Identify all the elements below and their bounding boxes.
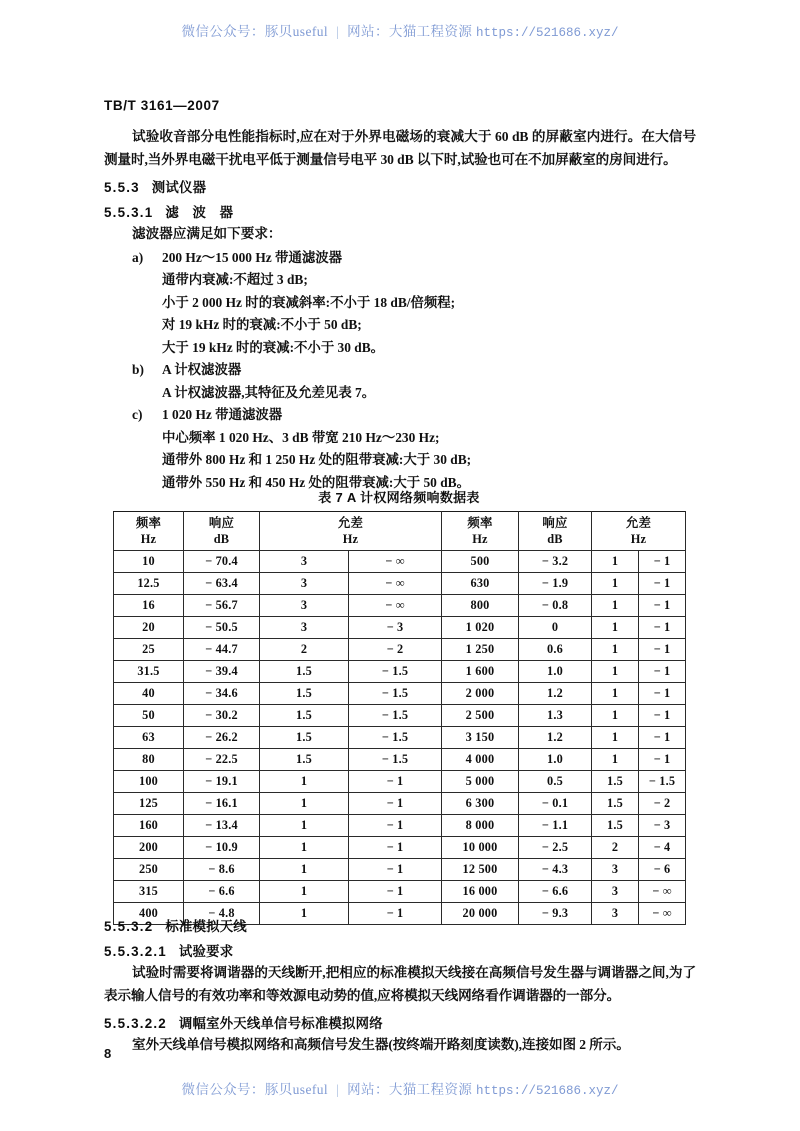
cell-tolerance-minus-left: − 1.5 [349,705,442,727]
cell-frequency-right: 4 000 [442,749,519,771]
cell-response-left: − 26.2 [184,727,260,749]
cell-tolerance-plus-right: 1 [592,551,639,573]
cell-tolerance-plus-left: 1 [260,815,349,837]
cell-tolerance-plus-left: 2 [260,639,349,661]
cell-tolerance-minus-right: − 3 [639,815,686,837]
cell-tolerance-plus-right: 3 [592,881,639,903]
cell-tolerance-plus-left: 1 [260,793,349,815]
cell-frequency-right: 10 000 [442,837,519,859]
clause-heading-5-5-3 [104,177,696,196]
cell-tolerance-minus-right: − 1 [639,705,686,727]
col-header-unit: Hz [630,532,647,546]
col-header-tolerance-left [260,512,442,551]
cell-tolerance-minus-right: − 6 [639,859,686,881]
table-row [114,793,686,815]
table-row [114,551,686,573]
table-7-container [113,487,685,925]
clause-number-5-5-3-1: 5.5.3.1 [104,205,154,220]
main-content-upper [104,126,696,494]
cell-tolerance-minus-left: − 1.5 [349,661,442,683]
cell-response-right: − 6.6 [519,881,592,903]
cell-frequency-left: 125 [114,793,184,815]
list-marker-b: b) [132,362,144,377]
cell-response-right: − 0.1 [519,793,592,815]
cell-response-left: − 63.4 [184,573,260,595]
clause-heading-5-5-3-1 [104,202,696,221]
list-item [104,404,696,494]
cell-tolerance-minus-left: − 1 [349,837,442,859]
cell-tolerance-plus-left: 1 [260,903,349,925]
cell-tolerance-minus-right: − 1 [639,727,686,749]
table-row [114,881,686,903]
cell-frequency-right: 1 250 [442,639,519,661]
cell-tolerance-plus-left: 1 [260,859,349,881]
col-header-label: 允差 [337,516,364,530]
list-item [104,359,696,404]
col-header-label: 允差 [625,516,652,530]
cell-frequency-right: 8 000 [442,815,519,837]
clause-heading-5-5-3-2-1 [104,941,696,960]
clause-number-5-5-3-2-1: 5.5.3.2.1 [104,944,167,959]
watermark-bottom [0,1078,800,1098]
cell-tolerance-plus-left: 1.5 [260,727,349,749]
cell-tolerance-plus-right: 1 [592,639,639,661]
cell-tolerance-plus-right: 1 [592,749,639,771]
list-item-detail: 小于 2 000 Hz 时的衰减斜率:不小于 18 dB/倍频程; [162,294,456,310]
cell-frequency-right: 1 020 [442,617,519,639]
col-header-unit: Hz [342,532,359,546]
paragraph-5-5-3-2-2: 室外天线单信号模拟网络和高频信号发生器(按终端开路刻度读数),连接如图 2 所示。 [132,1037,630,1052]
cell-frequency-left: 250 [114,859,184,881]
cell-response-right: 0 [519,617,592,639]
col-header-unit: dB [213,532,230,546]
table-7 [113,511,686,925]
cell-frequency-right: 6 300 [442,793,519,815]
cell-response-left: − 8.6 [184,859,260,881]
cell-frequency-right: 2 000 [442,683,519,705]
cell-tolerance-plus-left: 1.5 [260,683,349,705]
cell-tolerance-minus-right: − ∞ [639,903,686,925]
cell-tolerance-plus-right: 1.5 [592,771,639,793]
cell-tolerance-minus-right: − 1 [639,617,686,639]
watermark-wechat-label: 微信公众号：豚贝useful [181,24,329,39]
cell-frequency-right: 630 [442,573,519,595]
cell-response-left: − 19.1 [184,771,260,793]
watermark-top [0,20,800,40]
cell-frequency-right: 1 600 [442,661,519,683]
cell-tolerance-plus-right: 1 [592,661,639,683]
cell-response-right: − 4.3 [519,859,592,881]
main-content-lower [104,910,696,1058]
cell-frequency-right: 800 [442,595,519,617]
table-row [114,815,686,837]
cell-tolerance-plus-left: 1.5 [260,661,349,683]
cell-frequency-right: 20 000 [442,903,519,925]
watermark-wechat-label: 微信公众号：豚贝useful [181,1082,329,1097]
cell-response-right: 1.3 [519,705,592,727]
cell-tolerance-plus-right: 3 [592,903,639,925]
filter-requirements-list [104,247,696,495]
list-item [104,247,696,360]
table-row [114,859,686,881]
cell-response-right: − 1.9 [519,573,592,595]
cell-tolerance-plus-right: 2 [592,837,639,859]
clause-title-5-5-3-2-1: 试验要求 [178,944,234,959]
col-header-unit: Hz [140,532,157,546]
list-item-detail: 通带外 550 Hz 和 450 Hz 处的阻带衰减:大于 50 dB。 [162,474,470,490]
cell-tolerance-minus-right: − 4 [639,837,686,859]
table-row [114,837,686,859]
cell-tolerance-plus-right: 1.5 [592,815,639,837]
table-row [114,727,686,749]
clause-number-5-5-3-2: 5.5.3.2 [104,919,154,934]
list-item-heading-c: 1 020 Hz 带通滤波器 [162,407,283,422]
cell-tolerance-plus-right: 1 [592,683,639,705]
col-header-unit: Hz [472,532,488,546]
cell-response-left: − 50.5 [184,617,260,639]
cell-frequency-left: 40 [114,683,184,705]
cell-tolerance-plus-left: 1 [260,881,349,903]
cell-frequency-right: 5 000 [442,771,519,793]
list-item-detail: 通带内衰减:不超过 3 dB; [162,272,308,287]
cell-frequency-left: 315 [114,881,184,903]
watermark-url: https://521686.xyz/ [476,26,619,40]
list-item-detail: A 计权滤波器,其特征及允差见表 7。 [162,384,376,400]
list-item-detail: 通带外 800 Hz 和 1 250 Hz 处的阻带衰减:大于 30 dB; [162,452,472,467]
cell-frequency-left: 80 [114,749,184,771]
cell-tolerance-plus-right: 1.5 [592,793,639,815]
cell-tolerance-plus-right: 3 [592,859,639,881]
table-header-row [114,512,686,551]
watermark-url: https://521686.xyz/ [476,1084,619,1098]
cell-tolerance-minus-left: − 1 [349,859,442,881]
clause-title-5-5-3-2-2: 调幅室外天线单信号标准模拟网络 [178,1016,383,1031]
cell-tolerance-plus-right: 1 [592,727,639,749]
cell-frequency-left: 16 [114,595,184,617]
clause-number-5-5-3: 5.5.3 [104,180,140,195]
cell-tolerance-minus-right: − 1 [639,595,686,617]
cell-frequency-left: 12.5 [114,573,184,595]
table-row [114,749,686,771]
cell-tolerance-plus-left: 3 [260,573,349,595]
cell-response-left: − 4.8 [184,903,260,925]
cell-tolerance-minus-left: − 1.5 [349,727,442,749]
cell-response-left: − 10.9 [184,837,260,859]
cell-response-left: − 56.7 [184,595,260,617]
cell-response-right: − 3.2 [519,551,592,573]
cell-response-right: 1.2 [519,683,592,705]
cell-response-right: − 0.8 [519,595,592,617]
cell-tolerance-plus-right: 1 [592,617,639,639]
cell-tolerance-minus-left: − 1.5 [349,749,442,771]
col-header-tolerance-right [592,512,686,551]
cell-tolerance-plus-left: 1.5 [260,749,349,771]
cell-tolerance-minus-left: − 1 [349,771,442,793]
cell-tolerance-minus-right: − 1 [639,749,686,771]
list-item-heading-a: 200 Hz～15 000 Hz 带通滤波器 [162,249,343,265]
table-row [114,595,686,617]
table-row [114,617,686,639]
cell-response-right: 1.0 [519,661,592,683]
cell-frequency-left: 400 [114,903,184,925]
cell-tolerance-plus-left: 3 [260,551,349,573]
watermark-separator: | [336,24,340,39]
cell-frequency-right: 500 [442,551,519,573]
col-header-response-left [184,512,260,551]
table-7-caption: 表 7 A 计权网络频响数据表 [318,490,480,505]
watermark-site-label: 网站：大猫工程资源 [347,24,473,39]
cell-tolerance-minus-left: − 2 [349,639,442,661]
col-header-label: 响应 [208,516,235,530]
cell-tolerance-plus-right: 1 [592,705,639,727]
cell-frequency-left: 20 [114,617,184,639]
filter-requirements-lead: 滤波器应满足如下要求： [132,226,282,241]
cell-response-right: 1.0 [519,749,592,771]
cell-frequency-right: 12 500 [442,859,519,881]
col-header-label: 响应 [542,516,568,530]
cell-tolerance-minus-right: − 1 [639,683,686,705]
cell-tolerance-minus-right: − 1 [639,551,686,573]
cell-tolerance-minus-left: − 1 [349,793,442,815]
cell-response-left: − 30.2 [184,705,260,727]
table-row [114,683,686,705]
cell-frequency-left: 10 [114,551,184,573]
cell-tolerance-minus-right: − 1 [639,573,686,595]
cell-response-right: − 2.5 [519,837,592,859]
cell-frequency-right: 3 150 [442,727,519,749]
cell-tolerance-minus-left: − 3 [349,617,442,639]
col-header-frequency-left [114,512,184,551]
list-item-detail: 对 19 kHz 时的衰减:不小于 50 dB; [162,317,362,332]
cell-frequency-left: 100 [114,771,184,793]
cell-response-left: − 22.5 [184,749,260,771]
cell-tolerance-minus-right: − ∞ [639,881,686,903]
cell-tolerance-minus-left: − 1 [349,815,442,837]
cell-response-right: − 1.1 [519,815,592,837]
cell-tolerance-minus-left: − 1 [349,903,442,925]
col-header-response-right [519,512,592,551]
cell-response-left: − 13.4 [184,815,260,837]
cell-tolerance-plus-right: 1 [592,573,639,595]
cell-tolerance-plus-left: 3 [260,595,349,617]
clause-title-5-5-3-2: 标准模拟天线 [165,919,247,934]
cell-tolerance-minus-left: − ∞ [349,551,442,573]
cell-response-left: − 44.7 [184,639,260,661]
cell-tolerance-minus-right: − 2 [639,793,686,815]
cell-response-left: − 39.4 [184,661,260,683]
cell-frequency-left: 200 [114,837,184,859]
cell-frequency-left: 63 [114,727,184,749]
cell-response-left: − 16.1 [184,793,260,815]
cell-tolerance-minus-right: − 1 [639,639,686,661]
cell-frequency-right: 16 000 [442,881,519,903]
cell-response-right: − 9.3 [519,903,592,925]
col-header-unit: dB [547,532,563,546]
table-row [114,661,686,683]
col-header-frequency-right [442,512,519,551]
table-row [114,573,686,595]
clause-title-5-5-3-1: 滤 波 器 [165,205,238,220]
cell-frequency-left: 25 [114,639,184,661]
clause-title-5-5-3: 测试仪器 [151,180,207,195]
cell-tolerance-plus-left: 1 [260,771,349,793]
table-row [114,705,686,727]
cell-response-left: − 34.6 [184,683,260,705]
cell-tolerance-minus-right: − 1 [639,661,686,683]
cell-frequency-left: 160 [114,815,184,837]
clause-number-5-5-3-2-2: 5.5.3.2.2 [104,1016,167,1031]
page-number: 8 [104,1046,112,1061]
cell-frequency-left: 31.5 [114,661,184,683]
cell-tolerance-minus-left: − 1 [349,881,442,903]
clause-heading-5-5-3-2-2 [104,1013,696,1032]
cell-tolerance-plus-left: 1.5 [260,705,349,727]
cell-frequency-left: 50 [114,705,184,727]
list-item-detail: 中心频率 1 020 Hz、3 dB 带宽 210 Hz～230 Hz; [162,429,440,445]
list-item-heading-b: A 计权滤波器 [162,362,242,377]
cell-response-left: − 6.6 [184,881,260,903]
cell-tolerance-minus-left: − ∞ [349,573,442,595]
cell-response-right: 1.2 [519,727,592,749]
cell-response-right: 0.6 [519,639,592,661]
watermark-separator: | [336,1082,340,1097]
table-7-head [114,512,686,551]
document-standard-number: TB/T 3161—2007 [104,98,220,113]
cell-tolerance-minus-left: − 1.5 [349,683,442,705]
cell-tolerance-plus-left: 1 [260,837,349,859]
cell-tolerance-plus-right: 1 [592,595,639,617]
cell-response-left: − 70.4 [184,551,260,573]
intro-paragraph: 试验收音部分电性能指标时,应在对于外界电磁场的衰减大于 60 dB 的屏蔽室内进行。在大信号测量时,当外界电磁干扰电平低于测量信号电平 30 dB 以下时,试验也可在不加屏蔽室的房间进行。 [104,129,696,167]
list-marker-a: a) [132,249,144,265]
paragraph-5-5-3-2-1: 试验时需要将调谐器的天线断开,把相应的标准模拟天线接在高频信号发生器与调谐器之间,为了表示输人信号的有效功率和等效源电动势的值,应将模拟天线网络看作调谐器的一部分。 [104,965,696,1003]
cell-tolerance-minus-left: − ∞ [349,595,442,617]
cell-frequency-right: 2 500 [442,705,519,727]
clause-heading-5-5-3-2 [104,916,696,935]
table-row [114,771,686,793]
list-item-detail: 大于 19 kHz 时的衰减:不小于 30 dB。 [162,339,385,355]
table-7-body [114,551,686,925]
col-header-label: 频率 [467,516,493,530]
watermark-site-label: 网站：大猫工程资源 [347,1082,473,1097]
cell-response-right: 0.5 [519,771,592,793]
col-header-label: 频率 [135,516,162,530]
list-marker-c: c) [132,407,143,422]
cell-tolerance-minus-right: − 1.5 [639,771,686,793]
cell-tolerance-plus-left: 3 [260,617,349,639]
table-row [114,639,686,661]
